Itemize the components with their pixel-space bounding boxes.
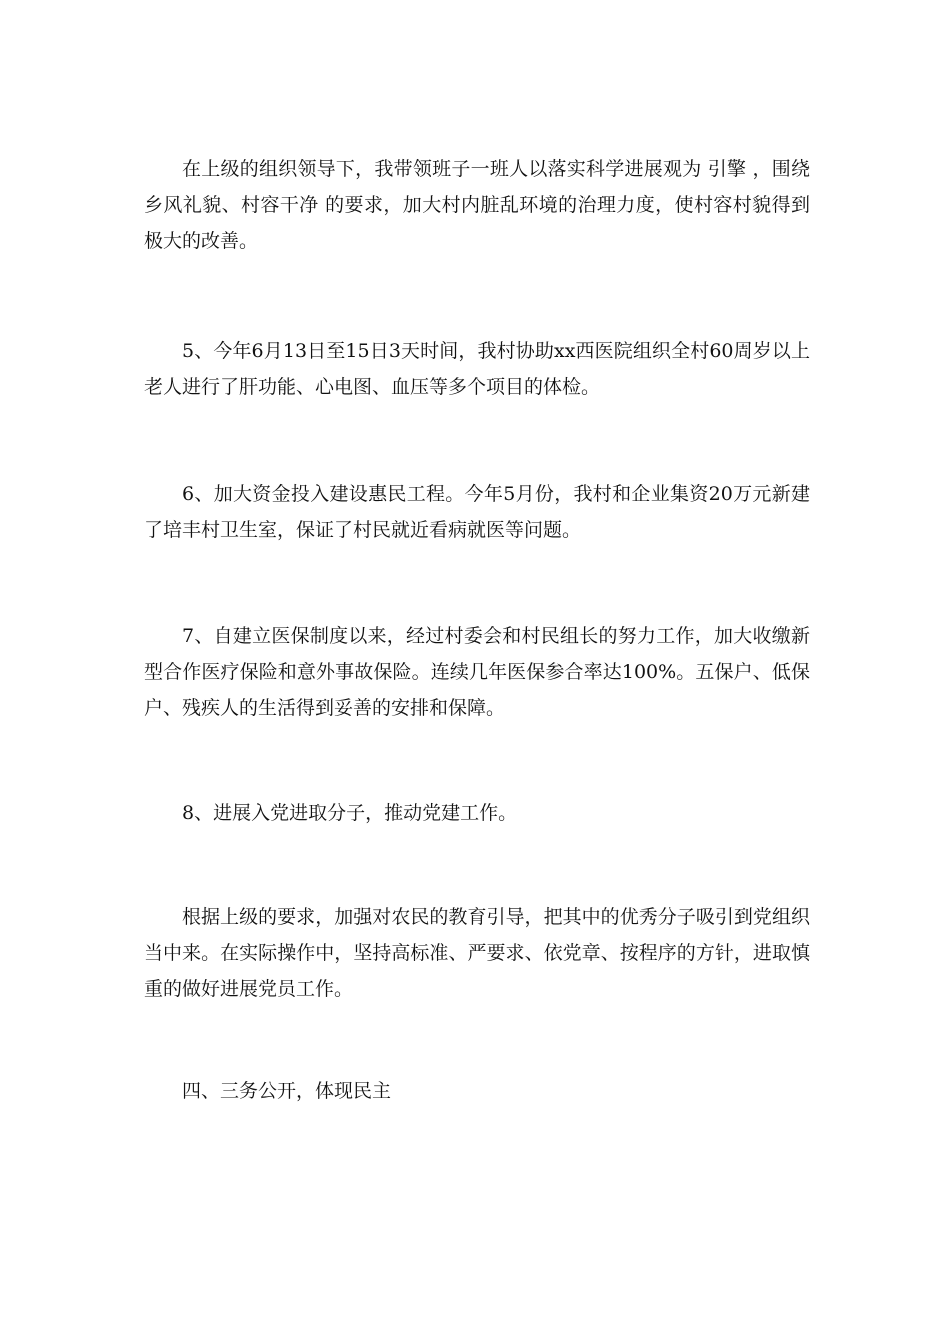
paragraph-item-5-health-checkup: 5、今年6月13日至15日3天时间，我村协助xx西医院组织全村60周岁以上老人进行了肝功能、心电图、血压等多个项目的体检。 (144, 340, 810, 398)
paragraph-village-environment: 在上级的组织领导下，我带领班子一班人以落实科学进展观为 引擎 ，围绕乡风礼貌、村容干净 的要求，加大村内脏乱环境的治理力度，使村容村貌得到极大的改善。 (144, 158, 810, 252)
paragraph-item-7-medical-insurance: 7、自建立医保制度以来，经过村委会和村民组长的努力工作，加大收缴新型合作医疗保险和意外事故保险。连续几年医保参合率达100%。五保户、低保户、残疾人的生活得到妥善的安排和保障。 (144, 625, 810, 719)
paragraph-party-member-development: 根据上级的要求，加强对农民的教育引导，把其中的优秀分子吸引到党组织当中来。在实际操作中，坚持高标准、严要求、依党章、按程序的方针，进取慎重的做好进展党员工作。 (144, 906, 810, 1000)
paragraph-item-6-clinic: 6、加大资金投入建设惠民工程。今年5月份，我村和企业集资20万元新建了培丰村卫生室，保证了村民就近看病就医等问题。 (144, 483, 810, 541)
section-heading-four: 四、三务公开，体现民主 (182, 1080, 392, 1102)
paragraph-item-8-party-building: 8、进展入党进取分子，推动党建工作。 (182, 802, 518, 824)
